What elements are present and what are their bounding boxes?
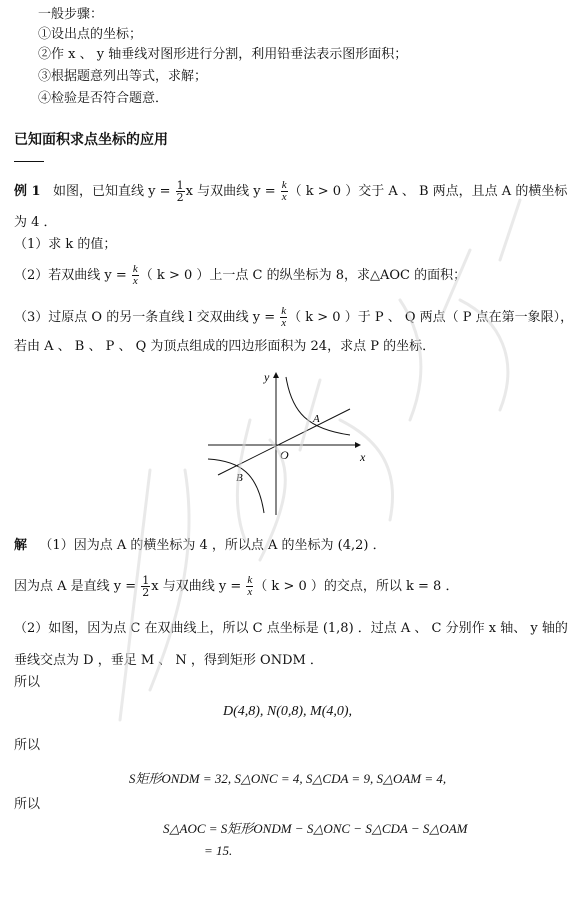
example-line-2: 为 4 ． xyxy=(14,215,57,230)
point-a-label: A xyxy=(313,413,320,425)
fraction-k-over-x: $\frac{k}{x}$ xyxy=(247,574,253,598)
section-rule xyxy=(14,161,44,162)
hyperbola-branch-2 xyxy=(208,459,264,513)
hyperbola-figure xyxy=(200,365,375,515)
question-1: （1）求 k 的值； xyxy=(14,237,117,252)
step-item-1: ①设出点的坐标； xyxy=(38,27,143,42)
so-text-1: 所以 xyxy=(14,675,41,690)
fraction-half: $\frac{1}{2}$ xyxy=(142,574,150,599)
example-label: 例 1 xyxy=(14,184,41,199)
step-item-2: ②作 x 、 y 轴垂线对图形进行分割，利用铅垂法表示图形面积； xyxy=(38,47,408,62)
fraction-k-over-x: $\frac{k}{x}$ xyxy=(281,179,287,203)
question-3-line-2: 若由 A 、 B 、 P 、 Q 为顶点组成的四边形面积为 24，求点 P 的坐标． xyxy=(14,339,436,354)
solution-line-3: （2）如图，因为点 C 在双曲线上，所以 C 点坐标是 (1,8) ．过点 A 、 C 分别作 x 轴、 y 轴的 xyxy=(14,621,568,636)
example-text-b: x 与双曲线 y = xyxy=(185,184,280,199)
point-b-label: B xyxy=(236,472,243,484)
x-axis-label: x xyxy=(360,450,366,464)
so-text-2: 所以 xyxy=(14,738,41,753)
solution-label: 解 xyxy=(14,538,28,553)
equation-2: S矩形ONDM = 32, S△ONC = 4, S△CDA = 9, S△OAM = 4, xyxy=(128,771,447,786)
section-title: 已知面积求点坐标的应用 xyxy=(14,132,168,148)
equation-1: D(4,8), N(0,8), M(4,0), xyxy=(222,704,353,719)
fraction-k-over-x: $\frac{k}{x}$ xyxy=(281,305,287,329)
so-text-3: 所以 xyxy=(14,797,41,812)
origin-label: O xyxy=(280,448,289,462)
steps-title: 一般步骤： xyxy=(38,7,104,22)
equation-3-line-2: = 15. xyxy=(204,843,233,858)
step-item-4: ④检验是否符合题意． xyxy=(38,91,169,106)
solution-line-4: 垂线交点为 D ，垂足 M 、 N ，得到矩形 ONDM ． xyxy=(14,653,323,668)
question-3: （3）过原点 O 的另一条直线 l 交双曲线 y = $\frac{k}{x}$ （ k > 0 ）于 P 、 Q 两点（ P 点在第一象限）， xyxy=(14,305,574,329)
example-text-c: （ k > 0 ）交于 A 、 B 两点，且点 A 的横坐标 xyxy=(288,184,568,199)
line-y-half-x xyxy=(218,409,350,475)
question-2: （2）若双曲线 y = $\frac{k}{x}$ （ k > 0 ）上一点 C 的纵坐标为 8，求△AOC 的面积； xyxy=(14,263,467,287)
step-item-3: ③根据题意列出等式，求解； xyxy=(38,69,208,84)
y-axis-label: y xyxy=(264,370,270,384)
equation-3-line-1: S△AOC = S矩形ONDM − S△ONC − S△CDA − S△OAM xyxy=(163,821,468,836)
solution-line-2: 因为点 A 是直线 y = $\frac{1}{2}$ x 与双曲线 y = $\frac{k}{x}$ （ k > 0 ）的交点，所以 k = 8 ． xyxy=(14,574,459,599)
example-line-1 xyxy=(14,180,567,203)
fraction-half: $\frac{1}{2}$ xyxy=(176,179,184,204)
hyperbola-branch-1 xyxy=(286,377,350,435)
example-text-a: 如图，已知直线 y = xyxy=(52,184,175,199)
fraction-k-over-x: $\frac{k}{x}$ xyxy=(132,263,138,287)
solution-line-1: 解 （1）因为点 A 的横坐标为 4 ，所以点 A 的坐标为 (4,2) ． xyxy=(14,538,386,553)
